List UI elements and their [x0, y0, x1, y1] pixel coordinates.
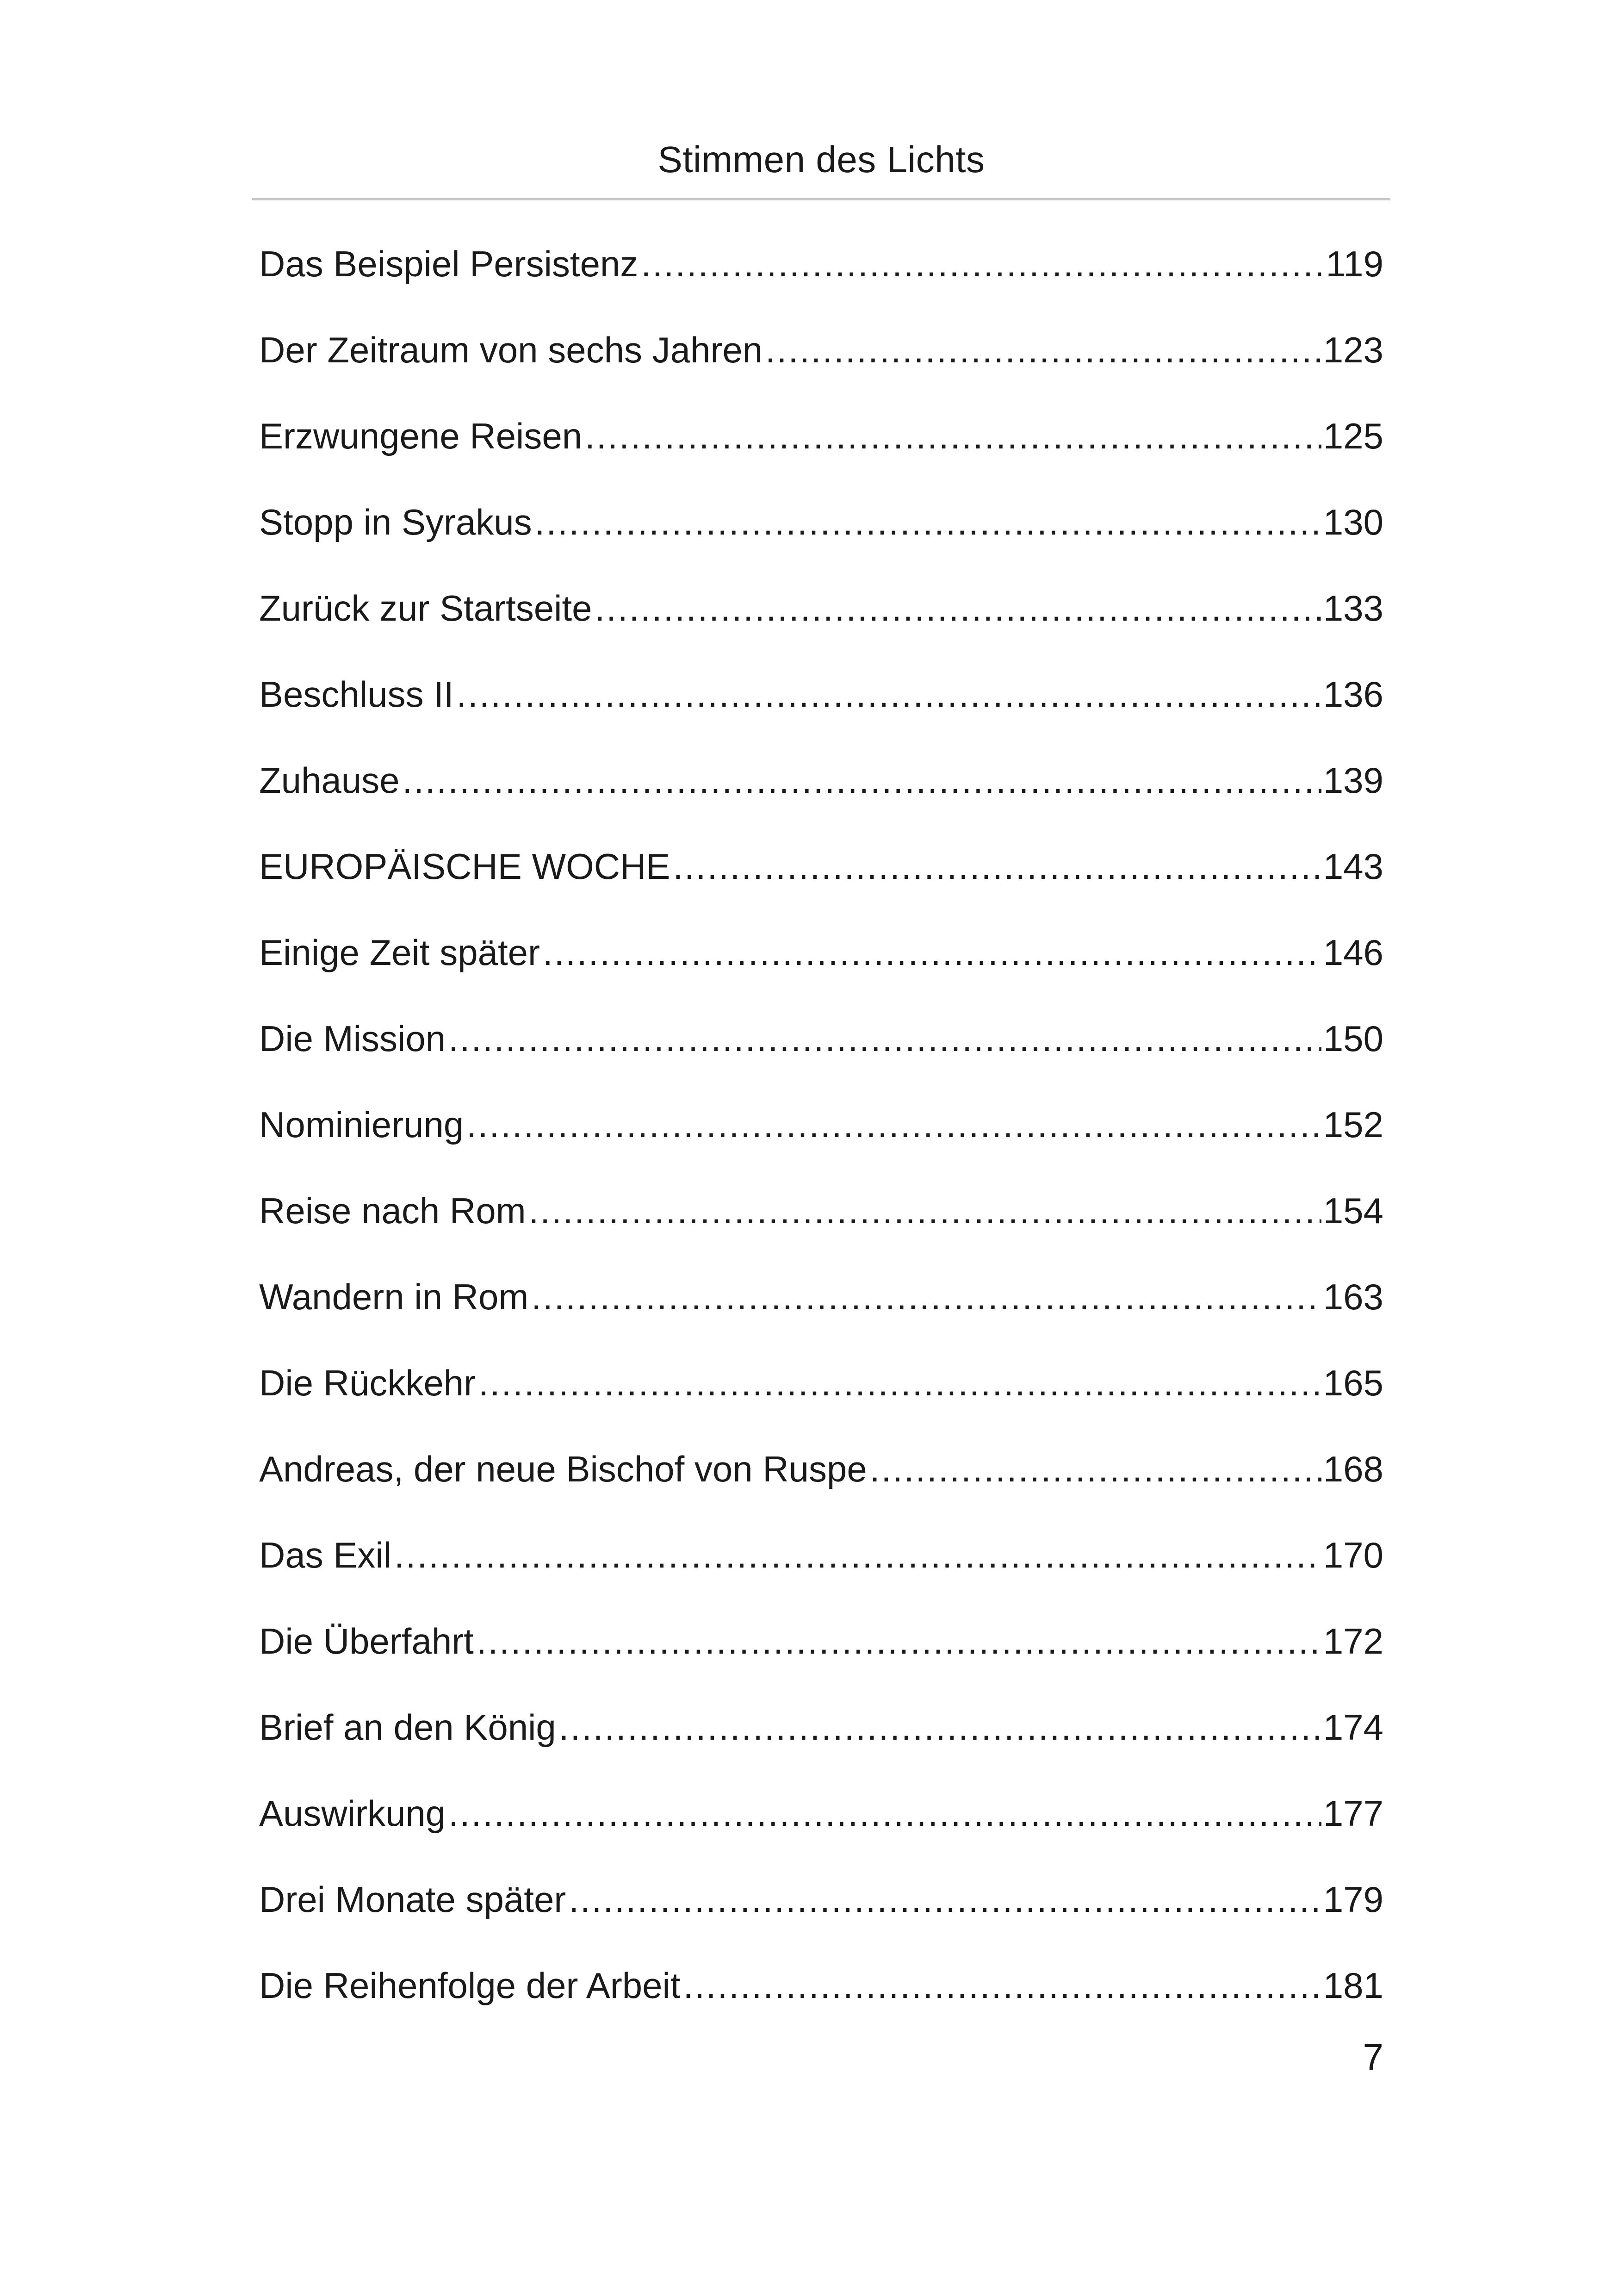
- toc-entry-title: Die Mission: [259, 1018, 446, 1059]
- toc-entry-page: 125: [1323, 416, 1383, 456]
- toc-entry-title: Zurück zur Startseite: [259, 588, 592, 628]
- toc-dot-leader: [477, 1613, 1321, 1669]
- toc-entry-title: Brief an den König: [259, 1707, 556, 1748]
- toc-entry-page: 133: [1323, 588, 1383, 628]
- toc-entry-title: Andreas, der neue Bischof von Ruspe: [259, 1449, 867, 1489]
- toc-entry: [259, 236, 1383, 322]
- toc-dot-leader: [641, 236, 1324, 292]
- toc-entry-page: 174: [1323, 1707, 1383, 1748]
- running-header-title: Stimmen des Lichts: [657, 139, 985, 180]
- toc-entry: [259, 494, 1383, 580]
- toc-entry-page: 168: [1323, 1449, 1383, 1489]
- toc-dot-leader: [394, 1527, 1321, 1583]
- toc-entry: [259, 839, 1383, 925]
- toc-dot-leader: [529, 1183, 1321, 1238]
- toc-entry-title: Das Beispiel Persistenz: [259, 243, 639, 284]
- toc-entry: [259, 322, 1383, 408]
- toc-dot-leader: [535, 494, 1321, 550]
- page-number: 7: [1363, 2036, 1383, 2078]
- toc-entry-title: Auswirkung: [259, 1793, 446, 1834]
- toc-entry-page: 139: [1323, 760, 1383, 801]
- toc-entry-title: Zuhause: [259, 760, 400, 801]
- toc-entry-page: 152: [1323, 1104, 1383, 1145]
- toc-dot-leader: [585, 408, 1321, 464]
- toc-entry-page: 170: [1323, 1535, 1383, 1575]
- toc-dot-leader: [870, 1441, 1321, 1497]
- toc-entry-page: 136: [1323, 674, 1383, 715]
- table-of-contents: [259, 236, 1383, 2044]
- toc-entry: [259, 1527, 1383, 1613]
- header-divider: [252, 198, 1390, 200]
- toc-entry-page: 146: [1323, 932, 1383, 973]
- toc-entry-page: 163: [1323, 1276, 1383, 1317]
- toc-entry-title: Der Zeitraum von sechs Jahren: [259, 330, 763, 370]
- toc-entry: [259, 1958, 1383, 2044]
- toc-entry-title: Reise nach Rom: [259, 1190, 526, 1231]
- toc-entry-page: 143: [1323, 846, 1383, 887]
- toc-dot-leader: [683, 1958, 1321, 2013]
- toc-entry: [259, 1011, 1383, 1097]
- toc-entry-title: Das Exil: [259, 1535, 392, 1575]
- toc-entry-title: EUROPÄISCHE WOCHE: [259, 846, 670, 887]
- toc-entry-title: Die Rückkehr: [259, 1363, 476, 1403]
- toc-entry-page: 179: [1323, 1879, 1383, 1920]
- toc-entry-title: Die Reihenfolge der Arbeit: [259, 1965, 681, 2006]
- toc-dot-leader: [765, 322, 1321, 378]
- toc-entry-page: 130: [1323, 502, 1383, 542]
- toc-entry: [259, 1269, 1383, 1355]
- toc-entry-title: Einige Zeit später: [259, 932, 540, 973]
- toc-entry: [259, 1097, 1383, 1183]
- toc-entry: [259, 408, 1383, 494]
- toc-dot-leader: [673, 839, 1321, 894]
- toc-entry-title: Drei Monate später: [259, 1879, 566, 1920]
- toc-entry-title: Die Überfahrt: [259, 1621, 474, 1661]
- toc-dot-leader: [595, 580, 1321, 636]
- toc-dot-leader: [466, 1097, 1321, 1152]
- toc-entry: [259, 1355, 1383, 1441]
- toc-dot-leader: [543, 925, 1321, 980]
- toc-entry-title: Wandern in Rom: [259, 1276, 529, 1317]
- toc-entry-page: 172: [1323, 1621, 1383, 1661]
- toc-dot-leader: [403, 753, 1321, 808]
- toc-entry: [259, 753, 1383, 839]
- toc-entry-title: Nominierung: [259, 1104, 464, 1145]
- toc-entry-title: Stopp in Syrakus: [259, 502, 532, 542]
- toc-entry-page: 154: [1323, 1190, 1383, 1231]
- toc-entry: [259, 666, 1383, 753]
- toc-entry: [259, 1786, 1383, 1872]
- toc-dot-leader: [531, 1269, 1321, 1325]
- toc-entry-title: Erzwungene Reisen: [259, 416, 583, 456]
- toc-entry-page: 181: [1323, 1965, 1383, 2006]
- toc-dot-leader: [478, 1355, 1321, 1411]
- toc-entry-page: 165: [1323, 1363, 1383, 1403]
- toc-entry-title: Beschluss II: [259, 674, 454, 715]
- toc-entry: [259, 580, 1383, 666]
- toc-entry-page: 119: [1326, 243, 1383, 284]
- toc-dot-leader: [457, 666, 1321, 722]
- toc-dot-leader: [569, 1872, 1321, 1927]
- toc-entry: [259, 1699, 1383, 1786]
- toc-entry: [259, 1441, 1383, 1527]
- toc-entry: [259, 1613, 1383, 1699]
- toc-entry-page: 150: [1323, 1018, 1383, 1059]
- toc-dot-leader: [448, 1786, 1321, 1841]
- toc-entry: [259, 925, 1383, 1011]
- toc-entry: [259, 1872, 1383, 1958]
- toc-entry-page: 123: [1323, 330, 1383, 370]
- toc-entry: [259, 1183, 1383, 1269]
- toc-dot-leader: [448, 1011, 1321, 1066]
- toc-dot-leader: [559, 1699, 1321, 1755]
- toc-entry-page: 177: [1323, 1793, 1383, 1834]
